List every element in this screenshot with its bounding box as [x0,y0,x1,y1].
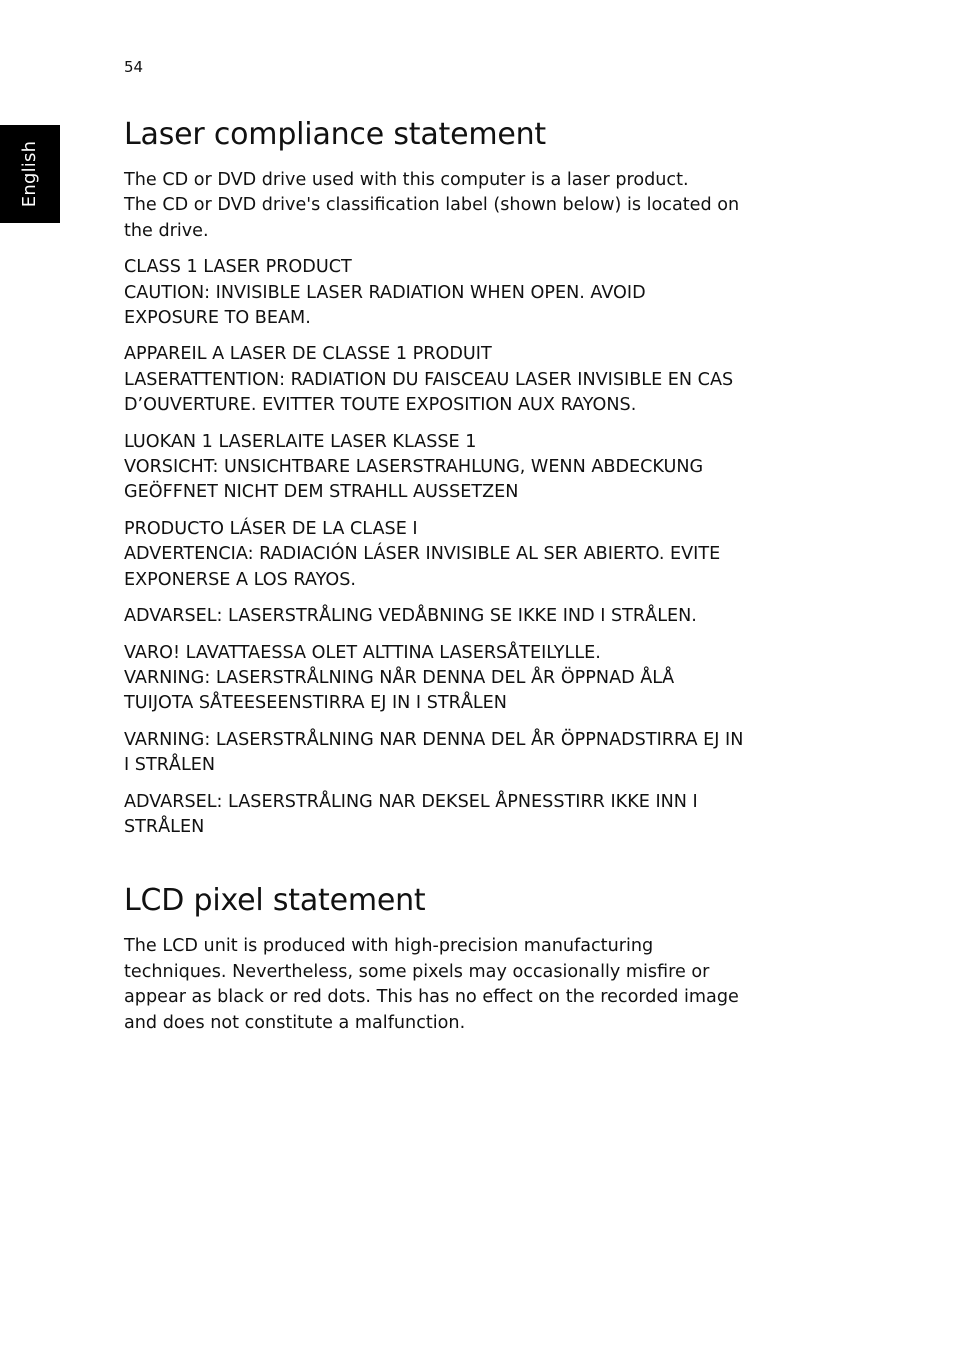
paragraph-line: EXPONERSE A LOS RAYOS. [124,569,356,590]
page-content [124,116,814,1047]
paragraph-line: The CD or DVD drive used with this computer is a laser product. [124,170,689,190]
paragraph-line: TUIJOTA SÅTEESEENSTIRRA EJ IN I STRÅLEN [124,693,507,714]
paragraph-line: D’OUVERTURE. EVITTER TOUTE EXPOSITION AUX RAYONS. [124,395,637,416]
paragraph [124,168,814,244]
paragraph-line: I STRÅLEN [124,755,216,776]
paragraph-line: VARO! LAVATTAESSA OLET ALTTINA LASERSÅTEILYLLE. [124,642,601,663]
paragraph-line: ADVERTENCIA: RADIACIÓN LÁSER INVISIBLE AL SER ABIERTO. EVITE [124,544,721,565]
paragraph-line: The CD or DVD drive's classification label (shown below) is located on [124,195,740,216]
lcd-paragraphs [124,934,814,1036]
paragraph-line: ADVARSEL: LASERSTRÅLING NAR DEKSEL ÅPNESSTIRR IKKE INN I [124,791,698,812]
paragraph-line: techniques. Nevertheless, some pixels may occasionally misfire or [124,961,710,982]
paragraph [124,430,814,506]
language-tab [0,125,60,223]
paragraph [124,934,814,1036]
laser-compliance-section [124,116,814,840]
paragraph [124,517,814,593]
paragraph-line: VARNING: LASERSTRÅLNING NÅR DENNA DEL ÅR ÖPPNAD ÅLÅ [124,667,675,688]
paragraph [124,342,814,418]
paragraph-line: and does not constitute a malfunction. [124,1012,466,1033]
paragraph-line: VARNING: LASERSTRÅLNING NAR DENNA DEL ÅR ÖPPNADSTIRRA EJ IN [124,729,744,750]
paragraph-line: The LCD unit is produced with high-precision manufacturing [124,936,654,957]
lcd-pixel-heading: LCD pixel statement [124,883,426,919]
paragraph [124,604,814,629]
paragraph-line: EXPOSURE TO BEAM. [124,308,311,329]
paragraph-line: LASERATTENTION: RADIATION DU FAISCEAU LASER INVISIBLE EN CAS [124,369,734,390]
paragraph [124,641,814,717]
paragraph-line: GEÖFFNET NICHT DEM STRAHLL AUSSETZEN [124,482,519,503]
paragraph [124,255,814,331]
paragraph-line: STRÅLEN [124,816,205,837]
paragraph-line: CLASS 1 LASER PRODUCT [124,257,352,278]
paragraph-line: LUOKAN 1 LASERLAITE LASER KLASSE 1 [124,431,477,452]
paragraph-line: the drive. [124,220,209,241]
lcd-pixel-section [124,882,814,1036]
paragraph-line: ADVARSEL: LASERSTRÅLING VEDÅBNING SE IKKE IND I STRÅLEN. [124,606,697,627]
page-number: 54 [124,58,144,76]
paragraph-line: VORSICHT: UNSICHTBARE LASERSTRAHLUNG, WENN ABDECKUNG [124,457,704,478]
paragraph [124,790,814,841]
laser-compliance-heading: Laser compliance statement [124,117,546,152]
paragraph-line: PRODUCTO LÁSER DE LA CLASE I [124,518,418,539]
paragraph-line: APPAREIL A LASER DE CLASSE 1 PRODUIT [124,344,492,365]
paragraph-line: appear as black or red dots. This has no effect on the recorded image [124,987,739,1008]
laser-paragraphs [124,168,814,840]
paragraph [124,728,814,779]
language-tab-label: English [19,140,40,208]
paragraph-line: CAUTION: INVISIBLE LASER RADIATION WHEN OPEN. AVOID [124,282,646,303]
